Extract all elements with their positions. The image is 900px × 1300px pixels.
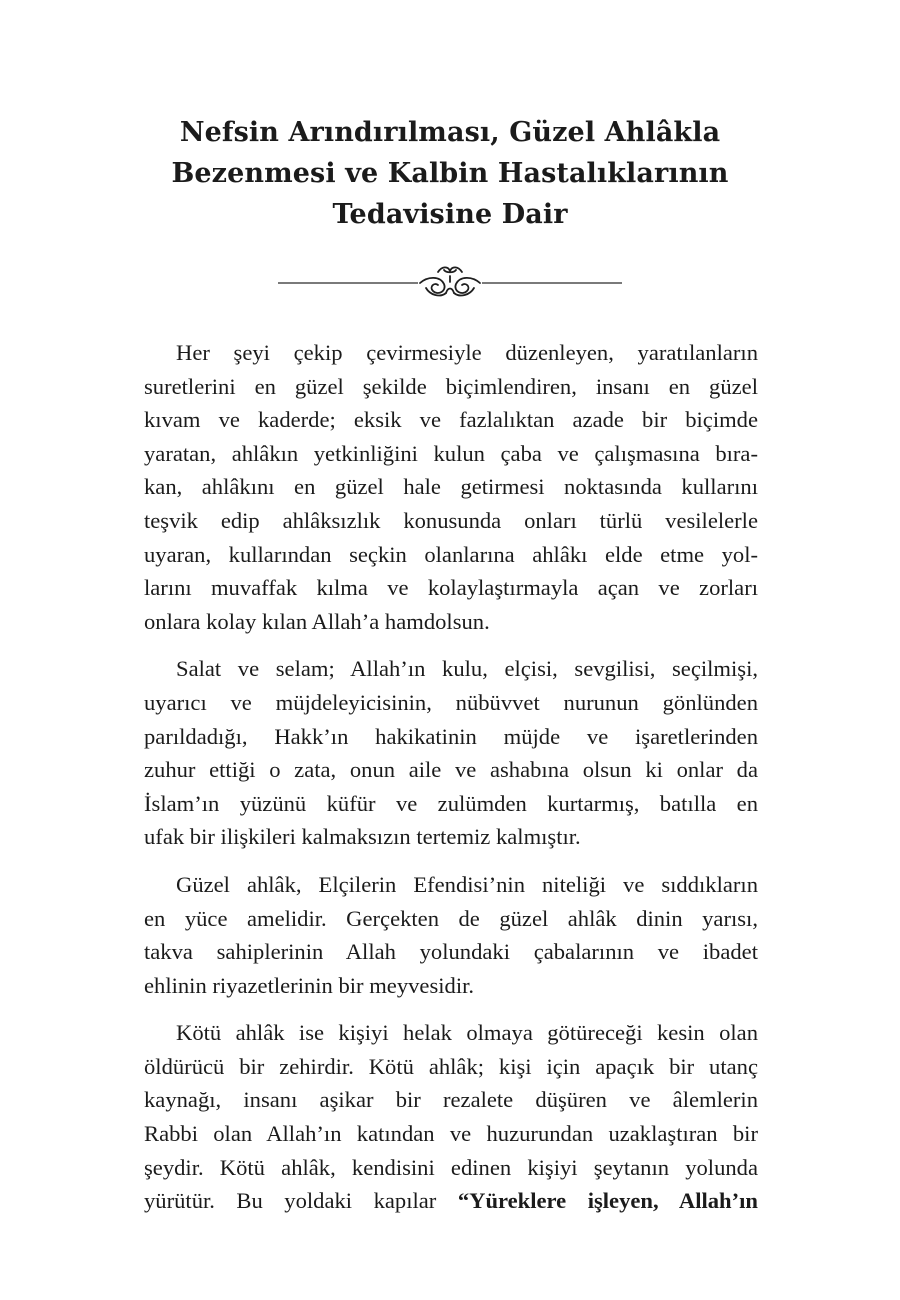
text-line: ehlinin riyazetlerinin bir meyvesidir.: [144, 972, 475, 998]
text-line: larını muvaffak kılma ve kolaylaştırmayla açan ve zorları: [144, 575, 758, 601]
body-text: [144, 336, 758, 1232]
scroll-flourish-divider-icon: [278, 262, 622, 304]
text-run: yürütür. Bu yoldaki kapılar: [144, 1188, 458, 1214]
paragraph: [144, 336, 758, 638]
text-line: kaynağı, insanı aşikar bir rezalete düşüren ve âlemlerin: [144, 1087, 758, 1113]
text-line: Rabbi olan Allah’ın katından ve huzurundan uzaklaştıran bir: [144, 1121, 758, 1147]
text-line: Güzel ahlâk, Elçilerin Efendisi’nin niteliği ve sıddıkların: [176, 871, 758, 897]
text-line: kan, ahlâkını en güzel hale getirmesi noktasında kullarını: [144, 474, 758, 500]
text-line: takva sahiplerinin Allah yolundaki çabalarının ve ibadet: [144, 939, 758, 965]
chapter-title-line: Tedavisine Dair: [332, 199, 568, 230]
text-line: öldürücü bir zehirdir. Kötü ahlâk; kişi için apaçık bir utanç: [144, 1053, 758, 1079]
text-line: Her şeyi çekip çevirmesiyle düzenleyen, yaratılanların: [176, 340, 758, 365]
text-line: teşvik edip ahlâksızlık konusunda onları türlü vesilelerle: [144, 507, 758, 533]
text-line: en yüce amelidir. Gerçekten de güzel ahlâk dinin yarısı,: [144, 905, 758, 931]
text-line: uyaran, kullarından seçkin olanlarına ahlâkı elde etme yol-: [144, 541, 758, 567]
chapter-title: [100, 112, 800, 235]
paragraph: [144, 1016, 758, 1218]
text-line: zuhur ettiği o zata, onun aile ve ashabına olsun ki onlar da: [144, 757, 758, 783]
text-line: suretlerini en güzel şekilde biçimlendiren, insanı en güzel: [144, 373, 758, 399]
text-line: onlara kolay kılan Allah’a hamdolsun.: [144, 608, 490, 634]
text-line: uyarıcı ve müjdeleyicisinin, nübüvvet nurunun gönlünden: [144, 689, 758, 715]
text-line: Kötü ahlâk ise kişiyi helak olmaya götüreceği kesin olan: [176, 1020, 758, 1046]
bold-quote: “Yüreklere işleyen, Allah’ın: [457, 1188, 758, 1214]
paragraph: [144, 652, 758, 854]
text-line: İslam’ın yüzünü küfür ve zulümden kurtarmış, batılla en: [144, 790, 758, 816]
text-line: parıldadığı, Hakk’ın hakikatinin müjde ve işaretlerinden: [144, 723, 758, 749]
text-line: yaratan, ahlâkın yetkinliğini kulun çaba ve çalışmasına bıra-: [144, 440, 758, 466]
chapter-title-line: Bezenmesi ve Kalbin Hastalıklarının: [171, 158, 729, 189]
text-line: şeydir. Kötü ahlâk, kendisini edinen kişiyi şeytanın yolunda: [144, 1154, 758, 1180]
chapter-title-line: Nefsin Arındırılması, Güzel Ahlâkla: [179, 117, 721, 148]
text-line: Salat ve selam; Allah’ın kulu, elçisi, sevgilisi, seçilmişi,: [176, 656, 758, 682]
paragraph: [144, 868, 758, 1002]
text-line: ufak bir ilişkileri kalmaksızın tertemiz kalmıştır.: [144, 824, 581, 850]
text-line: [144, 1184, 758, 1218]
text-line: kıvam ve kaderde; eksik ve fazlalıktan azade bir biçimde: [144, 407, 758, 433]
